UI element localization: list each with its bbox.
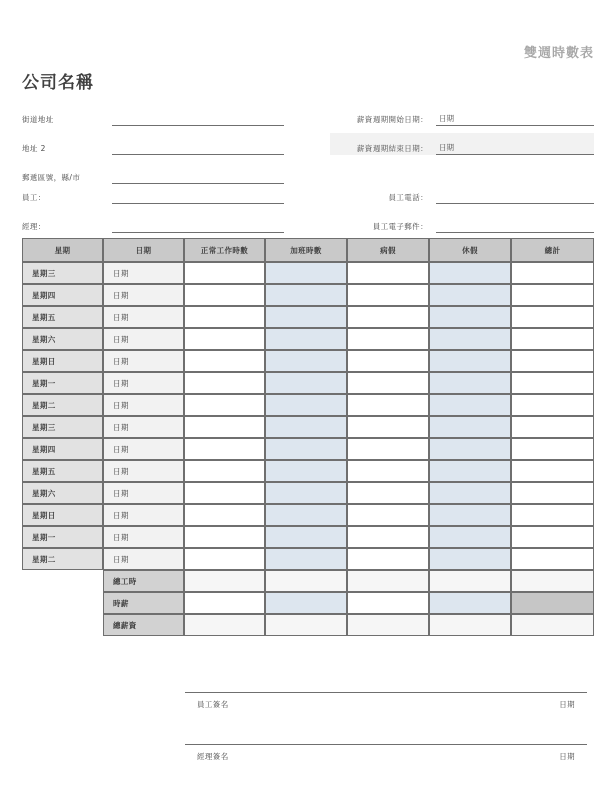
table-row <box>22 306 594 328</box>
manager-name-label: 經理： <box>22 222 46 231</box>
employee-phone-rule[interactable] <box>436 191 594 204</box>
table-header-row <box>22 238 594 262</box>
cell-overtime-11[interactable] <box>265 504 347 526</box>
summary-label-1: 時薪 <box>103 592 184 614</box>
cell-regular-8[interactable] <box>184 438 265 460</box>
cell-sick-8[interactable] <box>347 438 429 460</box>
address2-label: 地址 2 <box>22 144 46 153</box>
employee-name-rule[interactable] <box>112 191 284 204</box>
cell-regular-10[interactable] <box>184 482 265 504</box>
cell-date-12[interactable]: 日期 <box>103 526 184 548</box>
street-address-rule[interactable] <box>112 113 284 126</box>
col-header-vacation: 休假 <box>429 238 511 262</box>
summary-row <box>22 614 594 636</box>
cell-date-7[interactable]: 日期 <box>103 416 184 438</box>
summary-regular-2[interactable] <box>184 614 265 636</box>
table-row <box>22 328 594 350</box>
col-header-sick: 病假 <box>347 238 429 262</box>
cell-overtime-7[interactable] <box>265 416 347 438</box>
manager-signature-date-label: 日期 <box>559 752 575 761</box>
cell-regular-4[interactable] <box>184 350 265 372</box>
cell-date-3[interactable]: 日期 <box>103 328 184 350</box>
cell-sick-4[interactable] <box>347 350 429 372</box>
cell-date-5[interactable]: 日期 <box>103 372 184 394</box>
address2-rule[interactable] <box>112 142 284 155</box>
cell-total-4 <box>511 350 594 372</box>
cell-regular-9[interactable] <box>184 460 265 482</box>
table-row <box>22 438 594 460</box>
cell-overtime-12[interactable] <box>265 526 347 548</box>
manager-name-field[interactable] <box>22 211 284 233</box>
cell-regular-2[interactable] <box>184 306 265 328</box>
summary-regular-0[interactable] <box>184 570 265 592</box>
cell-regular-12[interactable] <box>184 526 265 548</box>
summary-sick-1[interactable] <box>347 592 429 614</box>
cell-vacation-13[interactable] <box>429 548 511 570</box>
summary-row <box>22 570 594 592</box>
col-header-date: 日期 <box>103 238 184 262</box>
table-row <box>22 284 594 306</box>
pay-period-start-label: 薪資週期開始日期： <box>356 115 428 124</box>
cell-overtime-1[interactable] <box>265 284 347 306</box>
cell-vacation-2[interactable] <box>429 306 511 328</box>
cell-date-0[interactable]: 日期 <box>103 262 184 284</box>
cell-day-5: 星期一 <box>22 372 103 394</box>
summary-total-1 <box>511 592 594 614</box>
cell-day-10: 星期六 <box>22 482 103 504</box>
city-postal-field[interactable] <box>22 162 284 184</box>
table-row <box>22 504 594 526</box>
summary-spacer-1 <box>22 592 103 614</box>
cell-vacation-5[interactable] <box>429 372 511 394</box>
pay-period-end-value: 日期 <box>439 143 454 152</box>
cell-total-0 <box>511 262 594 284</box>
cell-sick-6[interactable] <box>347 394 429 416</box>
cell-day-2: 星期五 <box>22 306 103 328</box>
people-block-left <box>22 182 284 240</box>
cell-day-12: 星期一 <box>22 526 103 548</box>
col-header-overtime: 加班時數 <box>265 238 347 262</box>
cell-overtime-2[interactable] <box>265 306 347 328</box>
cell-date-13[interactable]: 日期 <box>103 548 184 570</box>
cell-vacation-0[interactable] <box>429 262 511 284</box>
cell-total-13 <box>511 548 594 570</box>
cell-vacation-10[interactable] <box>429 482 511 504</box>
summary-vacation-1[interactable] <box>429 592 511 614</box>
cell-regular-6[interactable] <box>184 394 265 416</box>
cell-sick-10[interactable] <box>347 482 429 504</box>
cell-sick-5[interactable] <box>347 372 429 394</box>
employee-email-field[interactable] <box>330 211 594 233</box>
cell-sick-2[interactable] <box>347 306 429 328</box>
city-postal-label: 郵遞區號，縣/市 <box>22 173 81 182</box>
cell-total-3 <box>511 328 594 350</box>
document-title: 雙週時數表 <box>523 46 594 61</box>
cell-date-8[interactable]: 日期 <box>103 438 184 460</box>
table-row <box>22 460 594 482</box>
summary-total-2[interactable] <box>511 614 594 636</box>
cell-sick-13[interactable] <box>347 548 429 570</box>
cell-date-1[interactable]: 日期 <box>103 284 184 306</box>
summary-vacation-2[interactable] <box>429 614 511 636</box>
cell-day-9: 星期五 <box>22 460 103 482</box>
cell-sick-0[interactable] <box>347 262 429 284</box>
cell-overtime-13[interactable] <box>265 548 347 570</box>
employee-name-label: 員工： <box>22 193 46 202</box>
cell-date-2[interactable]: 日期 <box>103 306 184 328</box>
cell-date-4[interactable]: 日期 <box>103 350 184 372</box>
summary-vacation-0[interactable] <box>429 570 511 592</box>
people-block-right <box>330 182 594 240</box>
cell-day-1: 星期四 <box>22 284 103 306</box>
cell-sick-3[interactable] <box>347 328 429 350</box>
cell-vacation-4[interactable] <box>429 350 511 372</box>
cell-day-11: 星期日 <box>22 504 103 526</box>
summary-overtime-0[interactable] <box>265 570 347 592</box>
cell-total-11 <box>511 504 594 526</box>
cell-overtime-3[interactable] <box>265 328 347 350</box>
cell-total-9 <box>511 460 594 482</box>
table-row <box>22 372 594 394</box>
cell-sick-7[interactable] <box>347 416 429 438</box>
cell-total-5 <box>511 372 594 394</box>
cell-vacation-12[interactable] <box>429 526 511 548</box>
company-name[interactable]: 公司名稱 <box>22 73 94 93</box>
summary-sick-2[interactable] <box>347 614 429 636</box>
cell-overtime-4[interactable] <box>265 350 347 372</box>
summary-spacer-0 <box>22 570 103 592</box>
table-row <box>22 526 594 548</box>
cell-overtime-9[interactable] <box>265 460 347 482</box>
street-address-label: 街道地址 <box>22 115 54 124</box>
cell-sick-11[interactable] <box>347 504 429 526</box>
pay-period-end-label: 薪資週期結束日期： <box>356 144 428 153</box>
summary-label-0: 總工時 <box>103 570 184 592</box>
table-row <box>22 416 594 438</box>
cell-day-7: 星期三 <box>22 416 103 438</box>
col-header-total: 總計 <box>511 238 594 262</box>
cell-total-1 <box>511 284 594 306</box>
cell-regular-0[interactable] <box>184 262 265 284</box>
cell-total-6 <box>511 394 594 416</box>
cell-day-6: 星期二 <box>22 394 103 416</box>
cell-total-12 <box>511 526 594 548</box>
address2-field[interactable] <box>22 133 284 155</box>
cell-overtime-5[interactable] <box>265 372 347 394</box>
manager-signature-row <box>185 745 587 762</box>
cell-regular-13[interactable] <box>184 548 265 570</box>
cell-day-3: 星期六 <box>22 328 103 350</box>
manager-name-rule[interactable] <box>112 220 284 233</box>
timesheet-table <box>22 238 594 636</box>
address-block <box>22 104 284 191</box>
employee-signature-row <box>185 693 587 710</box>
summary-label-2: 總薪資 <box>103 614 184 636</box>
employee-signature-date-label: 日期 <box>559 700 575 709</box>
employee-signature-label: 員工簽名 <box>197 700 229 709</box>
pay-period-start-field[interactable] <box>330 104 594 126</box>
employee-email-label: 員工電子郵件： <box>372 222 428 231</box>
cell-date-10[interactable]: 日期 <box>103 482 184 504</box>
cell-vacation-9[interactable] <box>429 460 511 482</box>
cell-date-11[interactable]: 日期 <box>103 504 184 526</box>
pay-period-end-rule[interactable] <box>436 142 594 155</box>
payroll-period-block <box>330 104 594 162</box>
signature-spacer <box>185 710 587 744</box>
cell-date-9[interactable]: 日期 <box>103 460 184 482</box>
cell-overtime-8[interactable] <box>265 438 347 460</box>
cell-vacation-3[interactable] <box>429 328 511 350</box>
cell-date-6[interactable]: 日期 <box>103 394 184 416</box>
summary-sick-0[interactable] <box>347 570 429 592</box>
summary-regular-1[interactable] <box>184 592 265 614</box>
cell-overtime-6[interactable] <box>265 394 347 416</box>
employee-email-rule[interactable] <box>436 220 594 233</box>
street-address-field[interactable] <box>22 104 284 126</box>
signature-zone <box>185 692 587 762</box>
employee-phone-label: 員工電話： <box>388 193 428 202</box>
cell-sick-9[interactable] <box>347 460 429 482</box>
summary-overtime-1[interactable] <box>265 592 347 614</box>
cell-overtime-10[interactable] <box>265 482 347 504</box>
pay-period-start-value: 日期 <box>439 114 454 123</box>
table-row <box>22 350 594 372</box>
summary-total-0[interactable] <box>511 570 594 592</box>
table-row <box>22 482 594 504</box>
employee-name-field[interactable] <box>22 182 284 204</box>
cell-vacation-11[interactable] <box>429 504 511 526</box>
table-row <box>22 548 594 570</box>
pay-period-end-field[interactable] <box>330 133 594 155</box>
cell-vacation-8[interactable] <box>429 438 511 460</box>
table-row <box>22 394 594 416</box>
col-header-day: 星期 <box>22 238 103 262</box>
cell-total-7 <box>511 416 594 438</box>
cell-vacation-6[interactable] <box>429 394 511 416</box>
table-row <box>22 262 594 284</box>
cell-total-8 <box>511 438 594 460</box>
cell-total-2 <box>511 306 594 328</box>
manager-signature-label: 經理簽名 <box>197 752 229 761</box>
summary-row <box>22 592 594 614</box>
cell-day-4: 星期日 <box>22 350 103 372</box>
cell-regular-7[interactable] <box>184 416 265 438</box>
employee-phone-field[interactable] <box>330 182 594 204</box>
summary-overtime-2[interactable] <box>265 614 347 636</box>
table-body <box>22 262 594 636</box>
cell-vacation-7[interactable] <box>429 416 511 438</box>
cell-day-8: 星期四 <box>22 438 103 460</box>
cell-day-0: 星期三 <box>22 262 103 284</box>
cell-day-13: 星期二 <box>22 548 103 570</box>
cell-vacation-1[interactable] <box>429 284 511 306</box>
cell-regular-5[interactable] <box>184 372 265 394</box>
col-header-regular: 正常工作時數 <box>184 238 265 262</box>
summary-spacer-2 <box>22 614 103 636</box>
cell-total-10 <box>511 482 594 504</box>
pay-period-start-rule[interactable] <box>436 113 594 126</box>
cell-overtime-0[interactable] <box>265 262 347 284</box>
cell-regular-11[interactable] <box>184 504 265 526</box>
cell-regular-1[interactable] <box>184 284 265 306</box>
cell-sick-12[interactable] <box>347 526 429 548</box>
cell-sick-1[interactable] <box>347 284 429 306</box>
cell-regular-3[interactable] <box>184 328 265 350</box>
